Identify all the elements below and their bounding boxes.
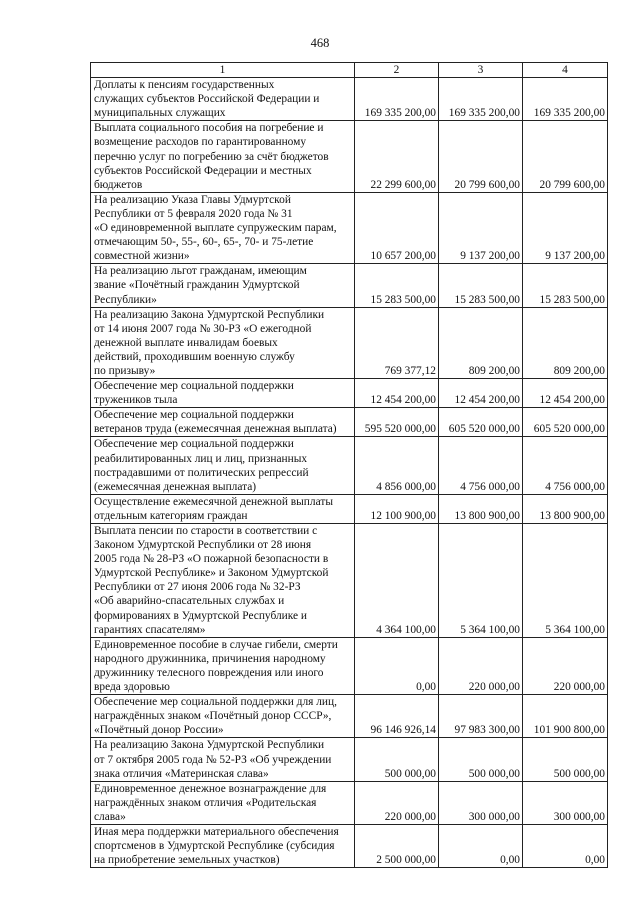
row-value-col2: 12 100 900,00 <box>355 494 439 523</box>
row-value-col4: 5 364 100,00 <box>523 524 608 638</box>
table-row <box>91 524 608 638</box>
table-row <box>91 781 608 824</box>
row-description: Обеспечение мер социальной поддержки реабилитированных лиц и лиц, признанных пострадавшими от политических репрессий (ежемесячная денежная выплата) <box>91 437 355 494</box>
table-row <box>91 264 608 307</box>
row-value-col2: 96 146 926,14 <box>355 695 439 738</box>
row-value-col2: 4 856 000,00 <box>355 437 439 494</box>
table-row <box>91 121 608 192</box>
row-description: Единовременное денежное вознаграждение для награждённых знаком отличия «Родительская слава» <box>91 781 355 824</box>
table-body <box>91 78 608 868</box>
row-value-col4: 220 000,00 <box>523 637 608 694</box>
row-value-col3: 300 000,00 <box>439 781 523 824</box>
row-value-col3: 605 520 000,00 <box>439 408 523 437</box>
row-description: Выплата социального пособия на погребение и возмещение расходов по гарантированному перечню услуг по погребению за счёт бюджетов субъектов Российской Федерации и местных бюджетов <box>91 121 355 192</box>
row-value-col3: 12 454 200,00 <box>439 379 523 408</box>
row-value-col3: 13 800 900,00 <box>439 494 523 523</box>
header-row <box>91 63 608 78</box>
row-value-col2: 220 000,00 <box>355 781 439 824</box>
row-value-col4: 20 799 600,00 <box>523 121 608 192</box>
row-description: На реализацию Указа Главы Удмуртской Республики от 5 февраля 2020 года № 31 «О единовременной выплате супружеским парам, отмечающим 50-, 55-, 60-, 65-, 70- и 75-летие совместной жизни» <box>91 192 355 263</box>
row-value-col3: 9 137 200,00 <box>439 192 523 263</box>
row-value-col3: 220 000,00 <box>439 637 523 694</box>
row-value-col3: 500 000,00 <box>439 738 523 781</box>
table-row <box>91 307 608 378</box>
row-value-col2: 4 364 100,00 <box>355 524 439 638</box>
row-value-col2: 2 500 000,00 <box>355 824 439 867</box>
row-description: Единовременное пособие в случае гибели, смерти народного дружинника, причинения народному дружиннику телесного повреждения или иного вреда здоровью <box>91 637 355 694</box>
row-value-col4: 101 900 800,00 <box>523 695 608 738</box>
row-value-col2: 12 454 200,00 <box>355 379 439 408</box>
row-description: Осуществление ежемесячной денежной выплаты отдельным категориям граждан <box>91 494 355 523</box>
row-value-col3: 4 756 000,00 <box>439 437 523 494</box>
row-value-col3: 97 983 300,00 <box>439 695 523 738</box>
row-value-col3: 20 799 600,00 <box>439 121 523 192</box>
row-value-col4: 12 454 200,00 <box>523 379 608 408</box>
row-value-col2: 500 000,00 <box>355 738 439 781</box>
row-description: Доплаты к пенсиям государственных служащих субъектов Российской Федерации и муниципальных служащих <box>91 78 355 121</box>
row-description: На реализацию Закона Удмуртской Республики от 14 июня 2007 года № 30-РЗ «О ежегодной денежной выплате инвалидам боевых действий, проходившим военную службу по призыву» <box>91 307 355 378</box>
row-description: Обеспечение мер социальной поддержки ветеранов труда (ежемесячная денежная выплата) <box>91 408 355 437</box>
row-value-col2: 22 299 600,00 <box>355 121 439 192</box>
table-row <box>91 78 608 121</box>
row-value-col4: 169 335 200,00 <box>523 78 608 121</box>
column-header-1: 1 <box>91 63 355 78</box>
row-value-col3: 169 335 200,00 <box>439 78 523 121</box>
row-description: На реализацию льгот гражданам, имеющим звание «Почётный гражданин Удмуртской Республики» <box>91 264 355 307</box>
row-value-col4: 500 000,00 <box>523 738 608 781</box>
row-description: Иная мера поддержки материального обеспечения спортсменов в Удмуртской Республике (субсидия на приобретение земельных участков) <box>91 824 355 867</box>
row-description: Обеспечение мер социальной поддержки для лиц, награждённых знаком «Почётный донор СССР», «Почётный донор России» <box>91 695 355 738</box>
row-value-col4: 605 520 000,00 <box>523 408 608 437</box>
row-description: На реализацию Закона Удмуртской Республики от 7 октября 2005 года № 52-РЗ «Об учреждении знака отличия «Материнская слава» <box>91 738 355 781</box>
page-number: 468 <box>310 36 330 50</box>
row-value-col4: 0,00 <box>523 824 608 867</box>
row-value-col2: 595 520 000,00 <box>355 408 439 437</box>
table-row <box>91 637 608 694</box>
row-value-col4: 15 283 500,00 <box>523 264 608 307</box>
row-value-col3: 809 200,00 <box>439 307 523 378</box>
row-description: Обеспечение мер социальной поддержки тружеников тыла <box>91 379 355 408</box>
row-description: Выплата пенсии по старости в соответствии с Законом Удмуртской Республики от 28 июня 2005 года № 28-РЗ «О пожарной безопасности в Удмуртской Республике» и Законом Удмуртской Республики от 27 июня 2006 года № 32-РЗ «Об аварийно-спасательных службах и формированиях в Удмуртской Республике и гарантиях спасателям» <box>91 524 355 638</box>
column-header-3: 3 <box>439 63 523 78</box>
column-header-2: 2 <box>355 63 439 78</box>
table-header <box>91 63 608 78</box>
row-value-col2: 10 657 200,00 <box>355 192 439 263</box>
table-row <box>91 695 608 738</box>
table-row <box>91 379 608 408</box>
table-row <box>91 437 608 494</box>
table-row <box>91 494 608 523</box>
row-value-col4: 13 800 900,00 <box>523 494 608 523</box>
row-value-col2: 0,00 <box>355 637 439 694</box>
row-value-col3: 0,00 <box>439 824 523 867</box>
row-value-col2: 169 335 200,00 <box>355 78 439 121</box>
table-row <box>91 738 608 781</box>
table-row <box>91 824 608 867</box>
budget-table <box>90 62 608 868</box>
table-row <box>91 192 608 263</box>
table-row <box>91 408 608 437</box>
row-value-col2: 769 377,12 <box>355 307 439 378</box>
row-value-col3: 15 283 500,00 <box>439 264 523 307</box>
row-value-col3: 5 364 100,00 <box>439 524 523 638</box>
row-value-col4: 809 200,00 <box>523 307 608 378</box>
row-value-col4: 4 756 000,00 <box>523 437 608 494</box>
row-value-col4: 300 000,00 <box>523 781 608 824</box>
column-header-4: 4 <box>523 63 608 78</box>
row-value-col2: 15 283 500,00 <box>355 264 439 307</box>
row-value-col4: 9 137 200,00 <box>523 192 608 263</box>
